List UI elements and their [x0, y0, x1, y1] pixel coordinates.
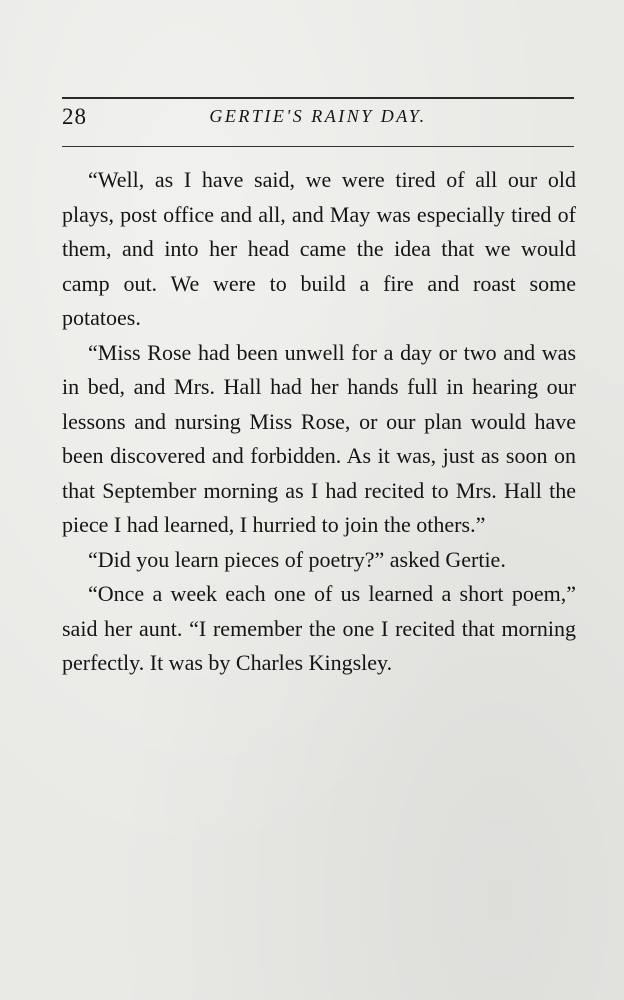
paragraph: “Well, as I have said, we were tired of all our old plays, post office and all, and May was especially tired of them, and into her head came the idea that we would camp out. We were to build a fire and roast some potatoes. — [62, 167, 576, 330]
paragraph: “Once a week each one of us learned a short poem,” said her aunt. “I remember the one I recited that morning perfectly. It was by Charles Kingsley. — [62, 581, 576, 675]
paragraph: “Did you learn pieces of poetry?” asked Gertie. — [88, 546, 506, 572]
body-text — [62, 163, 576, 681]
header-rule-bottom — [62, 146, 574, 147]
header-rule-top — [62, 97, 574, 99]
paragraph: “Miss Rose had been unwell for a day or two and was in bed, and Mrs. Hall had her hands full in hearing our lessons and nursing Miss Rose, or our plan would have been discovered and forbidden. As it was, just as soon on that September morning as I had recited to Mrs. Hall the piece I had learned, I hurried to join the others.” — [62, 339, 576, 537]
running-title: GERTIE'S RAINY DAY. — [209, 106, 427, 126]
running-head — [62, 104, 574, 138]
page-number: 28 — [62, 104, 87, 129]
